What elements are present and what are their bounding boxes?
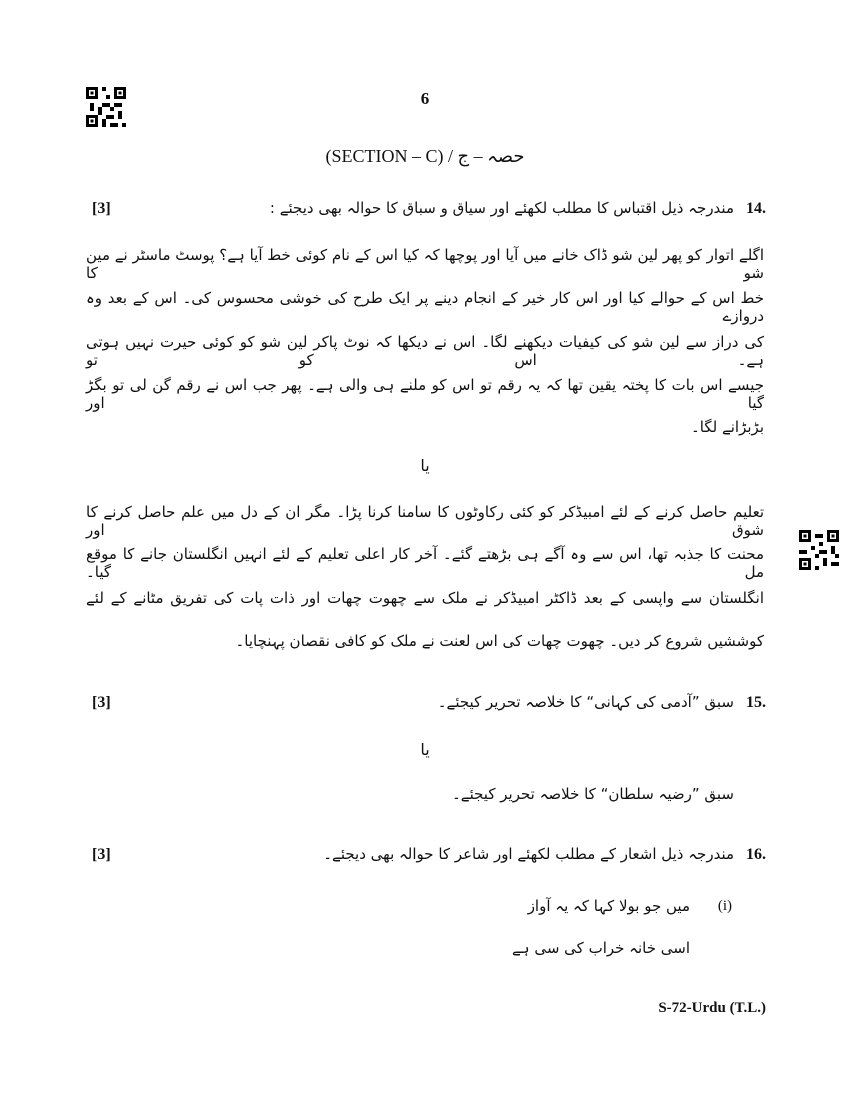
q14-passage-b-line: تعلیم حاصل کرنے کے لئے امبیڈکر کو کئی رکاوٹوں کا سامنا کرنا پڑا۔ مگر ان کے دل میں علم حاصل کرنے کا شوق اور bbox=[86, 503, 764, 539]
qr-code-icon bbox=[799, 530, 839, 570]
q15-alt-prompt: سبق ”رضیہ سلطان“ کا خلاصہ تحریر کیجئے۔ bbox=[452, 785, 734, 803]
q15-or-label: یا bbox=[420, 740, 430, 759]
q14-passage-a-line: خط اس کے حوالے کیا اور اس کار خیر کے انجام دینے پر ایک طرح کی خوشی محسوس کی۔ اس کے بعد وہ دروازے bbox=[86, 289, 764, 325]
q16-number: 16. bbox=[746, 846, 766, 863]
q16-verse-line: میں جو بولا کہا کہ یہ آواز bbox=[527, 897, 690, 915]
q15-marks: [3] bbox=[92, 694, 111, 711]
q16-marks: [3] bbox=[92, 846, 111, 863]
q14-passage-a-line: کی دراز سے لین شو کی کیفیات دیکھنے لگا۔ اس نے دیکھا کہ نوٹ پاکر لین شو کو کوئی حیرت نہیں ہوتی ہے۔ اس کو تو bbox=[86, 333, 764, 369]
q14-passage-b-line: کوششیں شروع کر دیں۔ چھوت چھات کی اس لعنت نے ملک کو کافی نقصان پہنچایا۔ bbox=[235, 632, 764, 650]
q14-prompt: مندرجہ ذیل اقتباس کا مطلب لکھئے اور سیاق و سباق کا حوالہ بھی دیجئے : bbox=[269, 199, 734, 217]
q14-or-label: یا bbox=[420, 456, 430, 475]
q16-prompt: مندرجہ ذیل اشعار کے مطلب لکھئے اور شاعر کا حوالہ بھی دیجئے۔ bbox=[323, 845, 734, 863]
q14-number: 14. bbox=[746, 200, 766, 217]
q14-passage-a-line: اگلے اتوار کو پھر لین شو ڈاک خانے میں آیا اور پوچھا کہ کیا اس کے نام کوئی خط آیا ہے؟ پوسٹ ماسٹر نے مین شو کا bbox=[86, 246, 764, 282]
section-heading: (SECTION – C) / حصہ – ج bbox=[325, 146, 525, 166]
page-number: 6 bbox=[420, 89, 430, 108]
q14-passage-b-line: محنت کا جذبہ تھا، اس سے وہ آگے ہی بڑھتے گئے۔ آخر کار اعلی تعلیم کے لئے انہیں انگلستان جانے کا موقع مل گیا۔ bbox=[86, 545, 764, 581]
q16-sub-i-label: (i) bbox=[717, 898, 732, 914]
q14-passage-a-line: جیسے اس بات کا پختہ یقین تھا کہ یہ رقم تو اس کو ملنے ہی والی ہے۔ پھر جب اس نے رقم گن لی تو بگڑ گیا اور bbox=[86, 376, 764, 412]
footer-code: S-72-Urdu (T.L.) bbox=[658, 1000, 766, 1016]
q14-passage-b-line: انگلستان سے واپسی کے بعد ڈاکٹر امبیڈکر نے ملک سے چھوت چھات اور ذات پات کی تفریق مٹانے کے لئے bbox=[86, 589, 764, 607]
q16-verse-line: اسی خانہ خراب کی سی ہے bbox=[511, 939, 690, 957]
q15-prompt: سبق ”آدمی کی کہانی“ کا خلاصہ تحریر کیجئے۔ bbox=[437, 693, 734, 711]
q14-passage-a-line: بڑبڑانے لگا۔ bbox=[690, 418, 764, 436]
q15-number: 15. bbox=[746, 694, 766, 711]
q14-marks: [3] bbox=[92, 200, 111, 217]
